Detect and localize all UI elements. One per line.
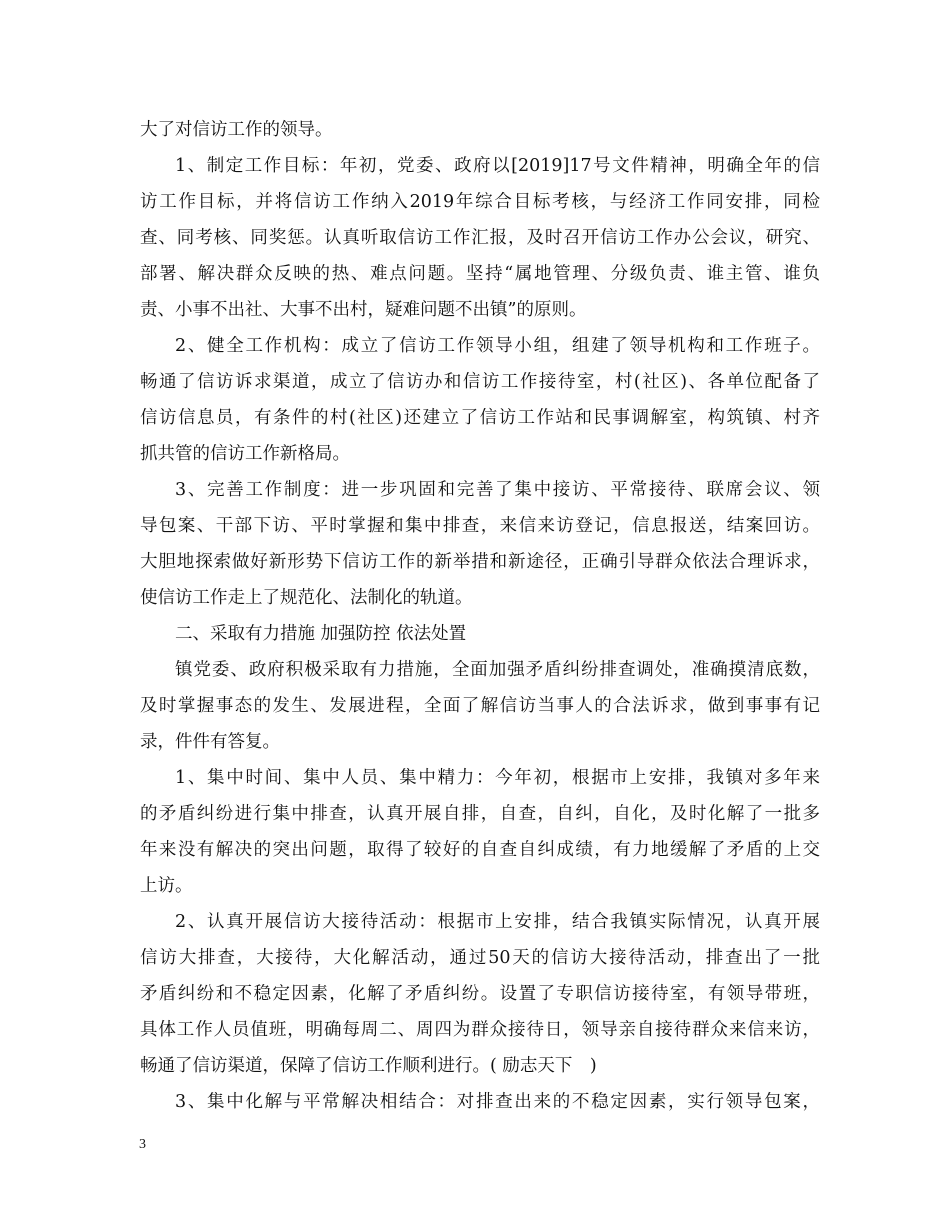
- text-line: 年来没有解决的突出问题，取得了较好的自查自纠成绩，有力地缓解了矛盾的上交: [140, 840, 820, 860]
- text-line: 导包案、干部下访、平时掌握和集中排查，来信来访登记，信息报送，结案回访。: [140, 516, 820, 536]
- text-line: 镇党委、政府积极采取有力措施，全面加强矛盾纠纷排查调处，准确摸清底数，: [175, 660, 820, 680]
- text-line: 责、小事不出社、大事不出村，疑难问题不出镇”的原则。: [140, 300, 587, 320]
- text-line: 1、制定工作目标：年初，党委、政府以[2019]17号文件精神，明确全年的信: [175, 156, 820, 176]
- text-line: 部署、解决群众反映的热、难点问题。坚持“属地管理、分级负责、谁主管、谁负: [140, 264, 820, 284]
- text-line: 大了对信访工作的领导。: [140, 120, 333, 140]
- text-line: 3、集中化解与平常解决相结合：对排查出来的不稳定因素，实行领导包案，: [175, 1092, 820, 1112]
- text-line: 畅通了信访诉求渠道，成立了信访办和信访工作接待室，村(社区)、各单位配备了: [140, 372, 820, 392]
- text-line: 录，件件有答复。: [140, 732, 280, 752]
- text-line: 矛盾纠纷和不稳定因素，化解了矛盾纠纷。设置了专职信访接待室，有领导带班，: [140, 984, 820, 1004]
- text-line: 上访。: [140, 876, 193, 896]
- text-line: 的矛盾纠纷进行集中排查，认真开展自排，自查，自纠，自化，及时化解了一批多: [140, 804, 820, 824]
- text-line: 抓共管的信访工作新格局。: [140, 444, 350, 464]
- text-line: 1、集中时间、集中人员、集中精力：今年初，根据市上安排，我镇对多年来: [175, 768, 820, 788]
- text-line: 及时掌握事态的发生、发展进程，全面了解信访当事人的合法诉求，做到事事有记: [140, 696, 820, 716]
- text-line: 2、健全工作机构：成立了信访工作领导小组，组建了领导机构和工作班子。: [175, 336, 820, 356]
- text-line: 具体工作人员值班，明确每周二、周四为群众接待日，领导亲自接待群众来信来访，: [140, 1020, 820, 1040]
- page-number: 3: [139, 1137, 146, 1152]
- text-line: 二、采取有力措施 加强防控 依法处置: [175, 624, 467, 644]
- text-line: 大胆地探索做好新形势下信访工作的新举措和新途径，正确引导群众依法合理诉求，: [140, 552, 820, 572]
- text-line: 信访大排查，大接待，大化解活动，通过50天的信访大接待活动，排查出了一批: [140, 948, 820, 968]
- text-line: 3、完善工作制度：进一步巩固和完善了集中接访、平常接待、联席会议、领: [175, 480, 820, 500]
- text-line: 2、认真开展信访大接待活动：根据市上安排，结合我镇实际情况，认真开展: [175, 912, 820, 932]
- text-line: 使信访工作走上了规范化、法制化的轨道。: [140, 588, 473, 608]
- document-body: [140, 112, 820, 1120]
- text-line: 查、同考核、同奖惩。认真听取信访工作汇报，及时召开信访工作办公会议，研究、: [140, 228, 820, 248]
- text-line: 访工作目标，并将信访工作纳入2019年综合目标考核，与经济工作同安排，同检: [140, 192, 820, 212]
- text-line: 畅通了信访渠道，保障了信访工作顺利进行。( 励志天下 ): [140, 1056, 597, 1076]
- text-line: 信访信息员，有条件的村(社区)还建立了信访工作站和民事调解室，构筑镇、村齐: [140, 408, 820, 428]
